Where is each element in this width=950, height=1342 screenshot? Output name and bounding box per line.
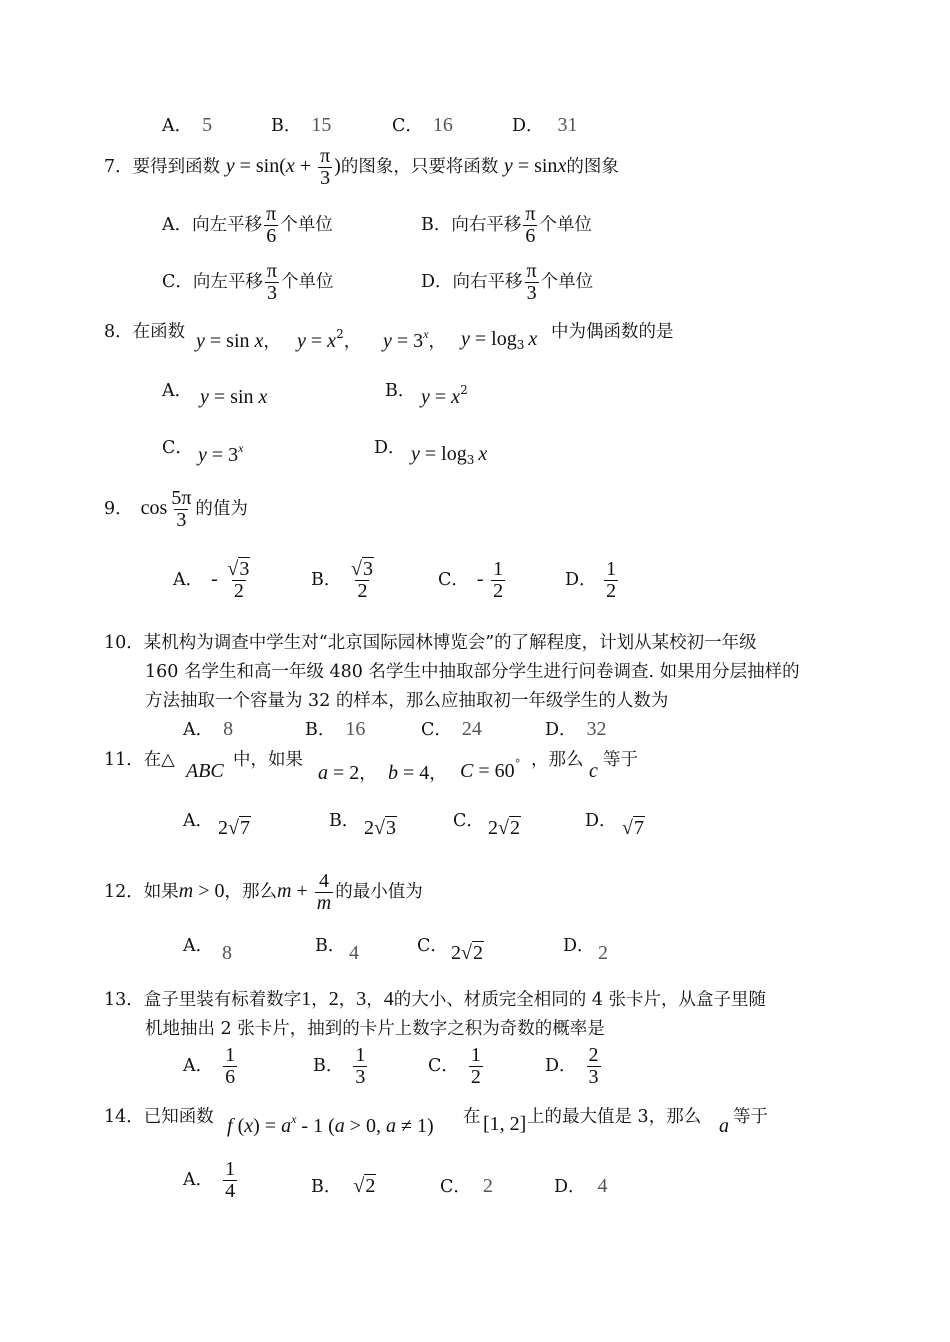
q13-option-a: A． $\frac{1}{6}$ [183, 1044, 236, 1088]
q11-side-c: c [589, 760, 598, 782]
q10-option-a: A． 8 [183, 718, 234, 740]
q10-option-d: D． 32 [545, 718, 607, 740]
q9-option-d: D． $\frac{1}{2}$ [565, 558, 617, 602]
q8-option-a-label: A． [162, 381, 193, 401]
q12-option-d-label: D． [563, 936, 595, 956]
q13-option-b: B． $\frac{1}{3}$ [313, 1044, 366, 1088]
q8-option-d-label: D． [374, 438, 406, 458]
q14-option-b: B． √2 [311, 1175, 376, 1197]
q12-option-a-label: A． [183, 936, 214, 956]
q11-triangle: ABC [186, 760, 224, 782]
q12-option-a: 8 [222, 942, 232, 964]
q7-option-d: D．向右平移 $\frac{\pi}{3}$ 个单位 [421, 260, 594, 304]
q14-option-c: C． 2 [440, 1175, 493, 1197]
q6-option-a: A． 5 [162, 114, 213, 136]
q13-stem-line2: 机地抽出 2 张卡片，抽到的卡片上数字之积为奇数的概率是 [145, 1019, 605, 1039]
q9-option-c: C． - $\frac{1}{2}$ [438, 558, 504, 602]
q11-stem-then: ，那么 [531, 750, 584, 770]
q11-option-a: 2√7 [218, 817, 250, 839]
q8-option-b-label: B． [385, 381, 416, 401]
q12-option-b: 4 [349, 942, 359, 964]
q9-option-a: A． - $\frac{√3}{2}$ [173, 558, 250, 602]
q8-option-d: $y = \log_3 x$ [411, 443, 488, 467]
q11-stem-suffix: 等于 [603, 750, 638, 770]
q12-option-b-label: B． [315, 936, 346, 956]
q11-option-c: 2√2 [488, 817, 520, 839]
q12-stem: 12．如果m > 0，那么m + $\frac{4}{m}$ 的最小值为 [104, 870, 423, 914]
q11-stem-mid: 中，如果 [233, 750, 303, 770]
q10-stem-line1: 10．某机构为调查中学生对“北京国际园林博览会”的了解程度，计划从某校初一年级 [104, 633, 757, 653]
q7-option-a: A．向左平移 $\frac{\pi}{6}$ 个单位 [162, 203, 333, 247]
q12-option-d: 2 [598, 942, 608, 964]
q11-option-a-label: A． [183, 811, 214, 831]
q7-stem: 7．要得到函数 y = sin(x + $\frac{\pi}{3}$ )的图象，只要将函数 y = sinx的图象 [104, 145, 619, 189]
q14-interval: [1, 2] [483, 1113, 527, 1135]
q6-option-b: B． 15 [271, 114, 332, 136]
q6-option-c: C． 16 [392, 114, 453, 136]
q13-option-c: C． $\frac{1}{2}$ [428, 1044, 481, 1088]
q8-option-c: $y = 3^x$ [198, 441, 244, 466]
q13-stem-line1: 13．盒子里装有标着数字1，2，3，4的大小、材质完全相同的 4 张卡片，从盒子里随 [104, 988, 767, 1010]
q14-stem-suffix: 等于 [733, 1107, 768, 1127]
q11-angle-c: C = 60° [460, 757, 521, 782]
q14-stem-mid: 在 [463, 1107, 481, 1127]
q10-stem-line2: 160 名学生和高一年级 480 名学生中抽取部分学生进行问卷调查. 如果用分层抽样的 [145, 662, 800, 682]
q14-stem-after: 上的最大值是 3，那么 [527, 1107, 702, 1127]
q11-side-b: b = 4， [388, 762, 447, 784]
q14-option-a: A． $\frac{1}{4}$ [183, 1158, 236, 1202]
q7-option-c: C．向左平移 $\frac{\pi}{3}$ 个单位 [162, 260, 334, 304]
q14-option-d: D． 4 [554, 1175, 608, 1197]
q10-option-c: C． 24 [421, 718, 482, 740]
q14-var-a: a [719, 1115, 729, 1137]
q9-stem: 9． cos $\frac{5\pi}{3}$ 的值为 [104, 487, 248, 531]
q11-side-a: a = 2， [318, 762, 377, 784]
q11-option-c-label: C． [453, 811, 484, 831]
q11-option-b: 2√3 [364, 817, 396, 839]
q8-option-a: y = sin x [200, 386, 268, 408]
q14-function: f $(x) = a^x - 1$ (a > 0, a ≠ 1) [227, 1112, 434, 1137]
q12-option-c: 2√2 [451, 942, 483, 964]
q13-option-d: D． $\frac{2}{3}$ [545, 1044, 599, 1088]
q12-option-c-label: C． [417, 936, 448, 956]
q8-function-sin: y = sin x， [196, 330, 281, 352]
q10-stem-line3: 方法抽取一个容量为 32 的样本，那么应抽取初一年级学生的人数为 [145, 691, 669, 711]
q7-option-b: B．向右平移 $\frac{\pi}{6}$ 个单位 [421, 203, 592, 247]
q8-stem-prefix: 8．在函数 [104, 322, 186, 342]
q6-option-d: D． 31 [512, 114, 578, 136]
q11-option-d-label: D． [585, 811, 617, 831]
q8-function-square: $y = x^2$， [297, 327, 362, 352]
q14-stem-prefix: 14．已知函数 [104, 1107, 214, 1127]
pi-over-3-fraction: $\frac{\pi}{3}$ [320, 145, 331, 189]
q9-option-b: B． $\frac{√3}{2}$ [311, 558, 373, 602]
q10-option-b: B． 16 [305, 718, 366, 740]
q8-stem-suffix: 中为偶函数的是 [551, 322, 674, 342]
q11-option-b-label: B． [329, 811, 360, 831]
q8-function-log: $y = \log_3 x$ [461, 328, 538, 352]
q8-option-b: $y = x^2$ [421, 383, 468, 408]
q8-function-exp: $y = 3^x$， [383, 327, 446, 352]
q11-stem-prefix: 11．在△ [104, 750, 175, 770]
q11-option-d: √7 [622, 817, 644, 839]
q8-option-c-label: C． [162, 438, 193, 458]
